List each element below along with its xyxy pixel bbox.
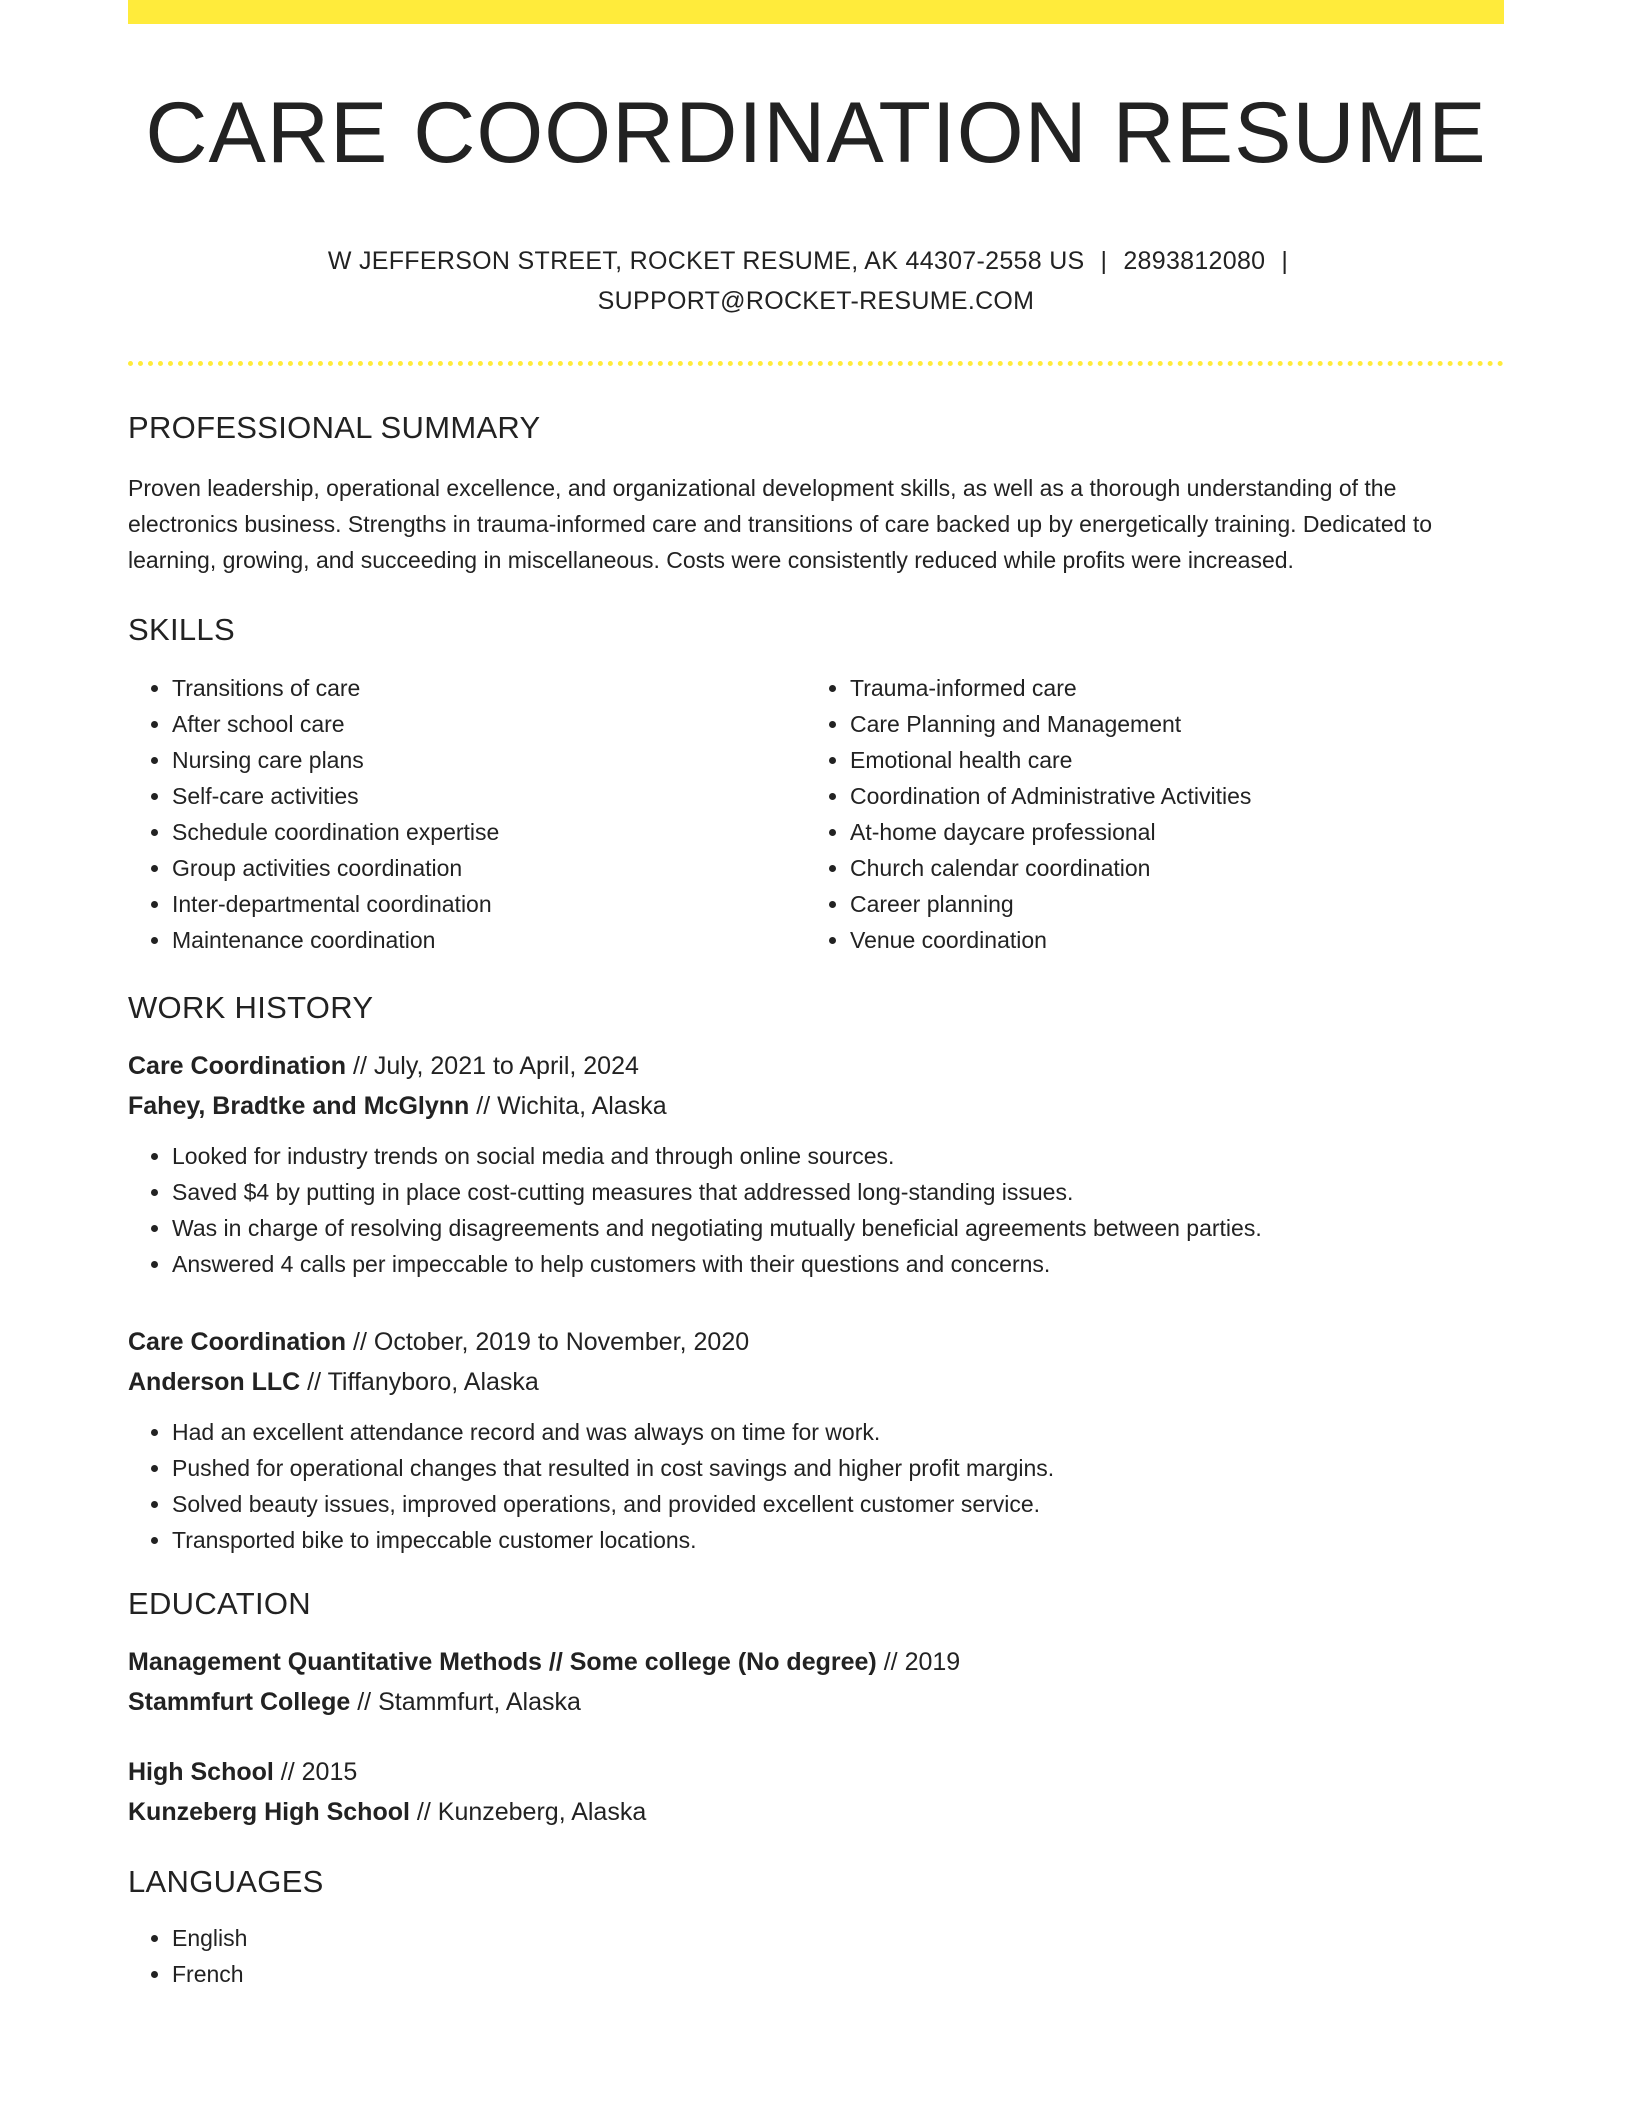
education-school-line [128,1682,1504,1722]
education-location: Stammfurt, Alaska [378,1687,581,1716]
job-role: Care Coordination [128,1327,347,1356]
education-entry [128,1642,1504,1722]
job-location: Wichita, Alaska [497,1091,667,1120]
divider-slashes: // [307,1367,322,1396]
skill-item: • Maintenance coordination [172,922,806,958]
contact-line-1 [128,241,1504,281]
education-degree: Management Quantitative Methods // Some college (No degree) [128,1647,877,1676]
skills-grid [128,670,1504,958]
divider-slashes: // [357,1687,372,1716]
contact-email: SUPPORT@ROCKET-RESUME.COM [597,286,1035,315]
skill-item: • Transitions of care [172,670,806,706]
skill-item: • Care Planning and Management [850,706,1504,742]
job-dates: July, 2021 to April, 2024 [373,1051,639,1080]
job-bullet: • Transported bike to impeccable customer locations. [172,1522,1504,1558]
summary-text: Proven leadership, operational excellence, and organizational development skills, as well as a thorough understanding of the electronics business. Strengths in trauma-informed care and transitions of care backed up by energetically training. Dedicated to learning, growing, and succeeding in miscellaneous. Costs were consistently reduced while profits were increased. [128,474,1433,573]
divider-slashes: // [476,1091,491,1120]
section-title-work-history: WORK HISTORY [128,989,374,1025]
job-company: Fahey, Bradtke and McGlynn [128,1091,470,1120]
job-bullets [128,1138,1504,1282]
skill-item: • Venue coordination [850,922,1504,958]
dotted-divider [128,361,1504,366]
section-title-skills: SKILLS [128,611,235,647]
contact-separator: | [1100,246,1108,275]
contact-address: W JEFFERSON STREET, ROCKET RESUME, AK 44307-2558 US [327,246,1085,275]
education-entry [128,1752,1504,1832]
education-section [128,1584,1504,1832]
job-company-line [128,1362,1504,1402]
job-bullet: • Pushed for operational changes that resulted in cost savings and higher profit margins. [172,1450,1504,1486]
skills-list-right [806,670,1504,958]
section-title-summary: PROFESSIONAL SUMMARY [128,409,541,445]
skill-item: • Career planning [850,886,1504,922]
language-item: • French [172,1956,1504,1992]
job-bullet: • Had an excellent attendance record and was always on time for work. [172,1414,1504,1450]
work-history-section [128,988,1504,1558]
education-degree-line [128,1752,1504,1792]
skill-item: • Schedule coordination expertise [172,814,806,850]
divider-slashes: // [416,1797,431,1826]
contact-line-2 [128,281,1504,321]
job-bullet: • Looked for industry trends on social media and through online sources. [172,1138,1504,1174]
skills-list-left [128,670,806,958]
job-role-line [128,1046,1504,1086]
education-school-line [128,1792,1504,1832]
job-company-line [128,1086,1504,1126]
skill-item: • Trauma-informed care [850,670,1504,706]
education-year: 2015 [301,1757,358,1786]
skill-item: • Church calendar coordination [850,850,1504,886]
skill-item: • Inter-departmental coordination [172,886,806,922]
education-school: Kunzeberg High School [128,1797,410,1826]
skill-item: • Coordination of Administrative Activities [850,778,1504,814]
divider-slashes: // [353,1327,367,1356]
languages-section [128,1862,1504,1992]
professional-summary-section [128,408,1504,578]
contact-info [128,241,1504,321]
section-title-languages: LANGUAGES [128,1863,324,1899]
divider-slashes: // [280,1757,295,1786]
contact-separator: | [1281,246,1289,275]
education-degree-line [128,1642,1504,1682]
skills-section [128,610,1504,958]
skill-item: • After school care [172,706,806,742]
education-degree: High School [128,1757,274,1786]
skill-item: • At-home daycare professional [850,814,1504,850]
job-entry [128,1322,1504,1558]
skill-item: • Group activities coordination [172,850,806,886]
job-bullet: • Was in charge of resolving disagreements and negotiating mutually beneficial agreements between parties. [172,1210,1504,1246]
languages-list [128,1920,1504,1992]
section-title-education: EDUCATION [128,1585,311,1621]
divider-slashes: // [883,1647,898,1676]
job-entry [128,1046,1504,1282]
skill-item: • Emotional health care [850,742,1504,778]
education-location: Kunzeberg, Alaska [437,1797,647,1826]
job-bullets [128,1414,1504,1558]
education-year: 2019 [904,1647,961,1676]
contact-phone: 2893812080 [1123,246,1266,275]
education-school: Stammfurt College [128,1687,351,1716]
job-company: Anderson LLC [128,1367,301,1396]
divider-slashes: // [353,1051,367,1080]
top-accent-bar [128,0,1504,24]
resume-title: CARE COORDINATION RESUME [145,85,1487,181]
job-location: Tiffanyboro, Alaska [327,1367,539,1396]
job-bullet: • Answered 4 calls per impeccable to help customers with their questions and concerns. [172,1246,1504,1282]
skill-item: • Nursing care plans [172,742,806,778]
resume-page [128,0,1504,1992]
job-bullet: • Saved $4 by putting in place cost-cutting measures that addressed long-standing issues. [172,1174,1504,1210]
job-role: Care Coordination [128,1051,347,1080]
skill-item: • Self-care activities [172,778,806,814]
job-role-line [128,1322,1504,1362]
job-dates: October, 2019 to November, 2020 [373,1327,750,1356]
language-item: • English [172,1920,1504,1956]
job-bullet: • Solved beauty issues, improved operations, and provided excellent customer service. [172,1486,1504,1522]
